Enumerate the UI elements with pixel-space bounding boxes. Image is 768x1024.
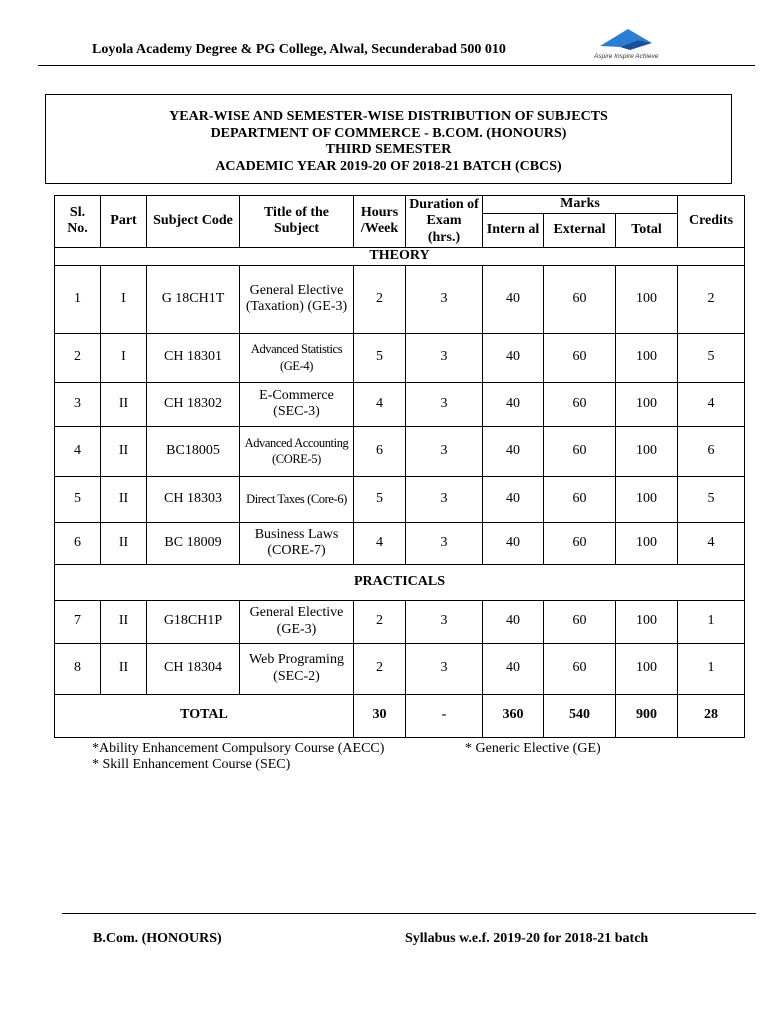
cell-hours: 2 [354, 600, 406, 643]
practicals-section [55, 564, 745, 600]
table-row [55, 600, 745, 643]
cell-hours: 4 [354, 382, 406, 426]
college-logo [590, 26, 680, 62]
cell-code: BC18005 [147, 426, 240, 476]
cell-total: 100 [616, 643, 678, 694]
total-total: 900 [616, 694, 678, 737]
cell-title: Advanced Accounting (CORE-5) [240, 426, 354, 476]
header-credits: Credits [678, 196, 745, 248]
cell-total: 100 [616, 476, 678, 522]
cell-hours: 4 [354, 522, 406, 564]
cell-duration: 3 [406, 643, 483, 694]
title-line-4: ACADEMIC YEAR 2019-20 OF 2018-21 BATCH (CBCS) [215, 158, 562, 174]
cell-credits: 5 [678, 476, 745, 522]
cell-part: II [101, 600, 147, 643]
table-body [55, 247, 745, 737]
cell-total: 100 [616, 522, 678, 564]
cell-internal: 40 [483, 476, 544, 522]
title-box [45, 94, 732, 184]
header-sl: Sl. No. [55, 196, 101, 248]
cell-total: 100 [616, 265, 678, 333]
cell-credits: 4 [678, 382, 745, 426]
total-internal: 360 [483, 694, 544, 737]
cell-code: CH 18301 [147, 333, 240, 382]
cell-duration: 3 [406, 476, 483, 522]
cell-title: E-Commerce (SEC-3) [240, 382, 354, 426]
cell-credits: 1 [678, 600, 745, 643]
cell-part: II [101, 643, 147, 694]
cell-external: 60 [544, 382, 616, 426]
table-row [55, 426, 745, 476]
cell-duration: 3 [406, 333, 483, 382]
cell-external: 60 [544, 643, 616, 694]
note-sec: * Skill Enhancement Course (SEC) [92, 757, 291, 772]
theory-section [55, 247, 745, 265]
theory-section-label: THEORY [55, 247, 745, 265]
header-duration: Duration of Exam (hrs.) [406, 196, 483, 248]
total-duration: - [406, 694, 483, 737]
cell-code: G 18CH1T [147, 265, 240, 333]
note-aecc: *Ability Enhancement Compulsory Course (AECC) [92, 741, 385, 756]
cell-sl: 4 [55, 426, 101, 476]
cell-code: G18CH1P [147, 600, 240, 643]
table-row [55, 382, 745, 426]
cell-external: 60 [544, 333, 616, 382]
header-total: Total [616, 213, 678, 247]
table-row [55, 522, 745, 564]
table-row [55, 333, 745, 382]
cell-total: 100 [616, 333, 678, 382]
cell-hours: 5 [354, 333, 406, 382]
cell-title: General Elective (GE-3) [240, 600, 354, 643]
cell-internal: 40 [483, 382, 544, 426]
cell-hours: 6 [354, 426, 406, 476]
cell-internal: 40 [483, 265, 544, 333]
cell-duration: 3 [406, 600, 483, 643]
cell-credits: 2 [678, 265, 745, 333]
cell-sl: 1 [55, 265, 101, 333]
header-internal: Intern al [483, 213, 544, 247]
cell-duration: 3 [406, 522, 483, 564]
college-name: Loyola Academy Degree & PG College, Alwal, Secunderabad 500 010 [92, 42, 506, 57]
cell-sl: 7 [55, 600, 101, 643]
cell-sl: 5 [55, 476, 101, 522]
footer-course: B.Com. (HONOURS) [93, 931, 222, 946]
cell-internal: 40 [483, 333, 544, 382]
cell-title: Direct Taxes (Core-6) [240, 476, 354, 522]
cell-external: 60 [544, 476, 616, 522]
cell-credits: 1 [678, 643, 745, 694]
total-external: 540 [544, 694, 616, 737]
header-part: Part [101, 196, 147, 248]
total-row [55, 694, 745, 737]
logo-tagline: Aspire Inspire Achieve [594, 53, 659, 60]
cell-credits: 6 [678, 426, 745, 476]
title-line-2: DEPARTMENT OF COMMERCE - B.COM. (HONOURS) [210, 125, 567, 141]
cell-internal: 40 [483, 426, 544, 476]
cell-sl: 6 [55, 522, 101, 564]
table-row [55, 265, 745, 333]
cell-internal: 40 [483, 643, 544, 694]
cell-total: 100 [616, 426, 678, 476]
cell-hours: 5 [354, 476, 406, 522]
header-title: Title of the Subject [240, 196, 354, 248]
cell-part: II [101, 476, 147, 522]
header-code: Subject Code [147, 196, 240, 248]
header-hours: Hours /Week [354, 196, 406, 248]
cell-external: 60 [544, 600, 616, 643]
total-credits: 28 [678, 694, 745, 737]
note-ge: * Generic Elective (GE) [465, 741, 601, 756]
footnotes [92, 741, 384, 773]
cell-sl: 3 [55, 382, 101, 426]
cell-duration: 3 [406, 382, 483, 426]
cell-total: 100 [616, 382, 678, 426]
cell-total: 100 [616, 600, 678, 643]
footer-divider [62, 913, 756, 914]
cell-part: I [101, 333, 147, 382]
cell-part: II [101, 426, 147, 476]
cell-part: II [101, 382, 147, 426]
header-divider [38, 65, 755, 66]
cell-code: CH 18302 [147, 382, 240, 426]
cell-part: II [101, 522, 147, 564]
cell-hours: 2 [354, 265, 406, 333]
cell-title: Web Programing (SEC-2) [240, 643, 354, 694]
cell-duration: 3 [406, 426, 483, 476]
total-hours: 30 [354, 694, 406, 737]
cell-external: 60 [544, 265, 616, 333]
table-row [55, 476, 745, 522]
header-marks: Marks [483, 196, 678, 214]
cell-part: I [101, 265, 147, 333]
cell-credits: 5 [678, 333, 745, 382]
cell-code: CH 18303 [147, 476, 240, 522]
cell-hours: 2 [354, 643, 406, 694]
total-label: TOTAL [55, 694, 354, 737]
cell-title: General Elective (Taxation) (GE-3) [240, 265, 354, 333]
header-external: External [544, 213, 616, 247]
cell-internal: 40 [483, 522, 544, 564]
cell-title: Business Laws (CORE-7) [240, 522, 354, 564]
cell-external: 60 [544, 522, 616, 564]
table-row [55, 643, 745, 694]
title-line-3: THIRD SEMESTER [325, 142, 452, 157]
cell-code: CH 18304 [147, 643, 240, 694]
subjects-table [54, 195, 745, 738]
cell-internal: 40 [483, 600, 544, 643]
footer-syllabus: Syllabus w.e.f. 2019-20 for 2018-21 batch [405, 931, 649, 946]
title-line-1: YEAR-WISE AND SEMESTER-WISE DISTRIBUTION OF SUBJECTS [169, 109, 608, 124]
cell-sl: 8 [55, 643, 101, 694]
practicals-section-label: PRACTICALS [55, 564, 745, 600]
cell-external: 60 [544, 426, 616, 476]
cell-sl: 2 [55, 333, 101, 382]
cell-title: Advanced Statistics (GE-4) [240, 333, 354, 382]
cell-duration: 3 [406, 265, 483, 333]
cell-credits: 4 [678, 522, 745, 564]
cell-code: BC 18009 [147, 522, 240, 564]
